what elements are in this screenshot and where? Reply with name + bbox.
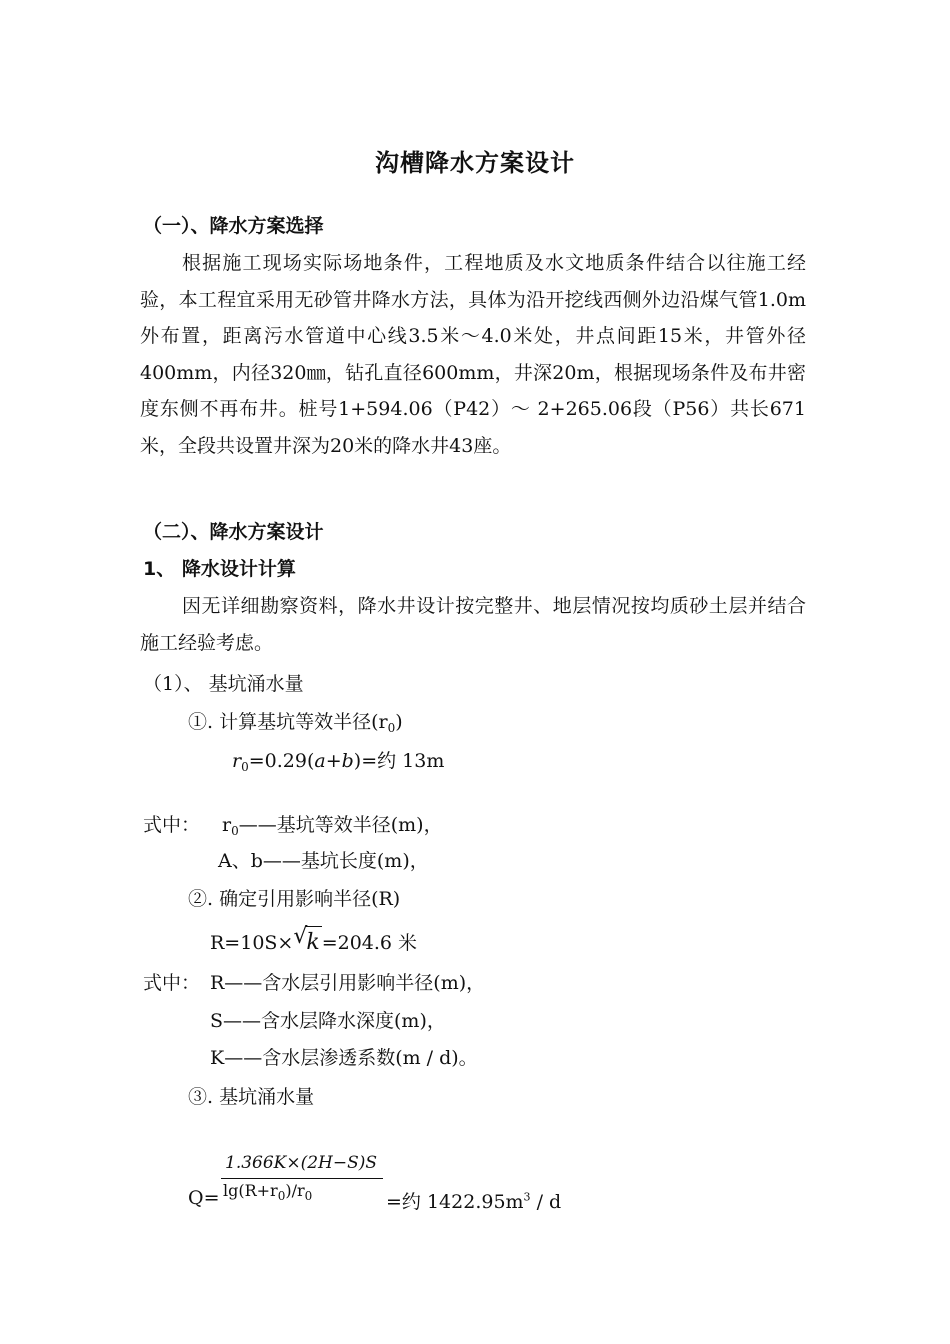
document-title: 沟槽降水方案设计 (375, 149, 575, 177)
item1-heading: （1）、 基坑涌水量 (143, 673, 304, 695)
sqrt-symbol: √ k (293, 924, 320, 955)
step1-where-label: 式中： (143, 814, 201, 836)
step3-denominator: $\lg(R+r_0)/r_0$ (223, 1181, 313, 1203)
fraction-bar (221, 1178, 383, 1179)
step2-where-label: 式中： (143, 972, 201, 994)
step2-where-s: S——含水层降水深度(m)， (210, 1010, 446, 1032)
step3-numerator: 1.366K×(2H−S)S (225, 1153, 378, 1173)
step2-where-r: R——含水层引用影响半径(m)， (210, 972, 486, 994)
step2-where-k: K——含水层渗透系数(m / d)。 (210, 1047, 478, 1069)
step1-where-r0: $r_0——$基坑等效半径(m)， (222, 814, 443, 838)
section2-heading: （二）、降水方案设计 (143, 521, 324, 543)
step2-formula: R=10S× √ k =204.6 米 (210, 924, 418, 955)
step1-label: ①. 计算基坑等效半径$(r_0)$ (188, 711, 403, 735)
section1-text: 根据施工现场实际场地条件，工程地质及水文地质条件结合以往施工经验，本工程宜采用无砂管井降水方法，具体为沿开挖线西侧外边沿煤气管1.0m外布置，距离污水管道中心线3.5米～4.0米处，井点间距15米，井管外径400mm，内径320㎜，钻孔直径600mm，井深20m，根据现场条件及布井密度东侧不再布井。桩号1+594.06（P42）～ 2+265.06段（P56）共长671米，全段共设置井深为20米的降水井43座。 (140, 252, 806, 457)
section1-paragraph (140, 245, 806, 464)
section1-heading: （一）、降水方案选择 (143, 215, 324, 237)
section2-text: 因无详细勘察资料，降水井设计按完整井、地层情况按均质砂土层并结合施工经验考虑。 (140, 595, 806, 654)
step3-label: ③. 基坑涌水量 (188, 1086, 315, 1108)
section2-paragraph (140, 588, 806, 661)
step1-where-ab: A、b——基坑长度(m)， (218, 850, 429, 872)
step3-result: =约 $1422.95m^3$ / d (386, 1190, 562, 1213)
subsection-heading: 1、 降水设计计算 (143, 558, 296, 580)
step3-q-label: Q= (188, 1187, 220, 1209)
step2-label: ②. 确定引用影响半径(R) (188, 888, 401, 910)
step1-formula: $r_0=0.29(a+b)=$约 13m (232, 750, 445, 774)
